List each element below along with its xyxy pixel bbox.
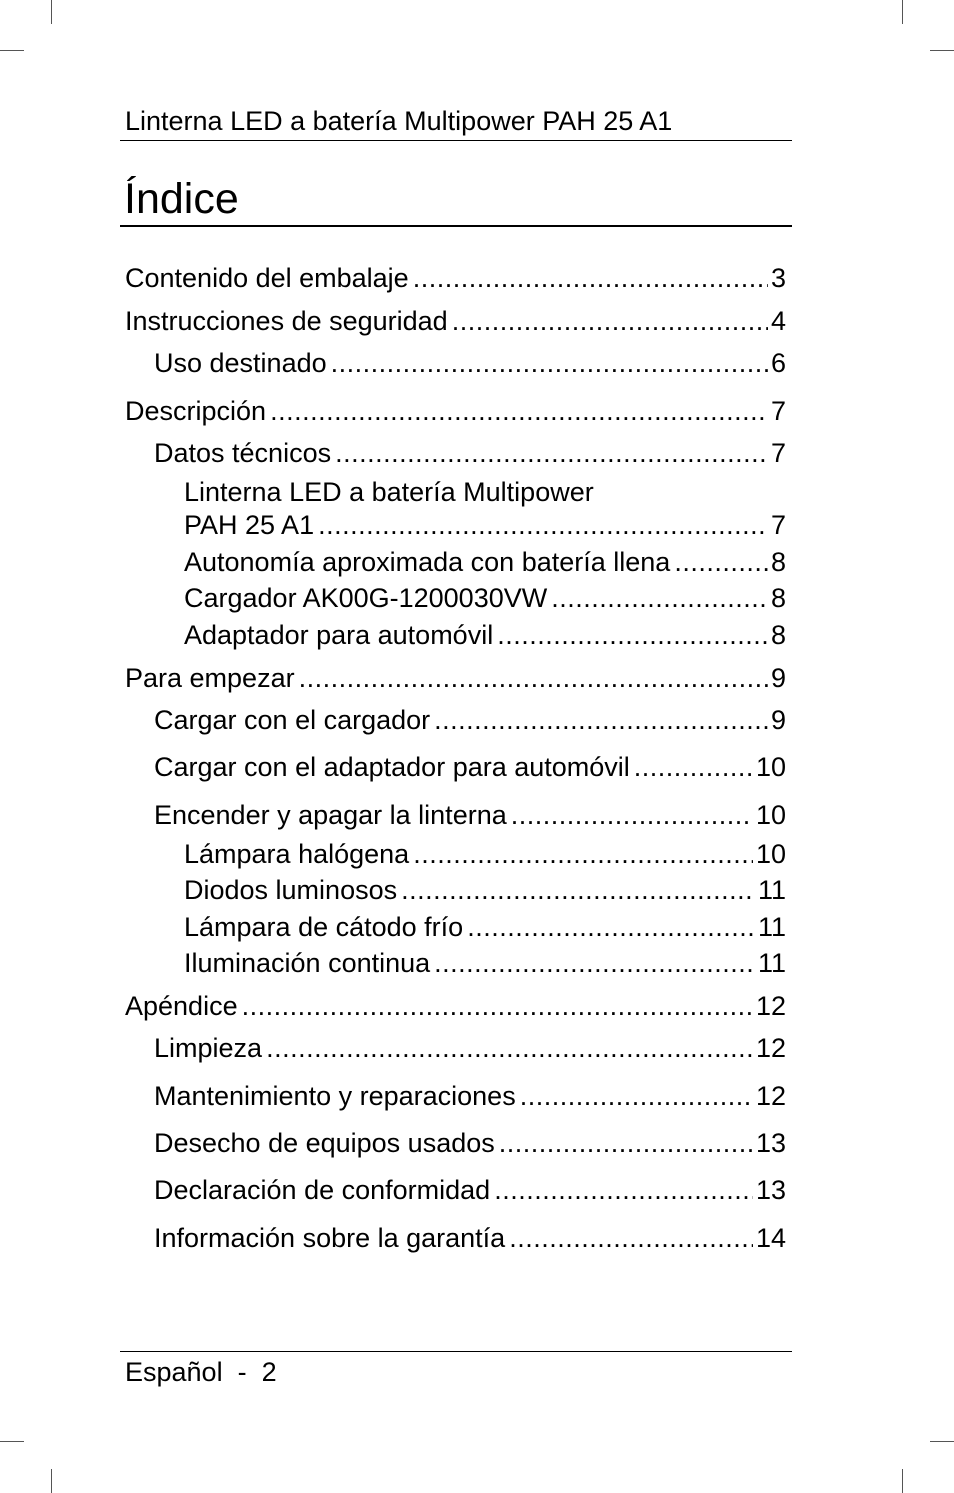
toc-page-number: 6	[770, 348, 786, 378]
crop-mark-left-top	[0, 50, 24, 51]
toc-label: Iluminación continua	[184, 948, 431, 978]
toc-label: Desecho de equipos usados	[154, 1128, 495, 1158]
toc-page-number: 11	[757, 875, 786, 905]
toc-entry[interactable]	[154, 1221, 786, 1255]
dot-leader	[434, 703, 768, 737]
crop-mark-bottom-right	[902, 1469, 903, 1493]
dot-leader	[299, 661, 768, 695]
toc-entry[interactable]	[154, 1126, 786, 1160]
dot-leader	[266, 1031, 753, 1065]
dot-leader	[413, 837, 753, 871]
dot-leader	[520, 1079, 753, 1113]
toc-label: Cargar con el cargador	[154, 705, 431, 735]
toc-label: Lámpara halógena	[184, 839, 410, 869]
toc-label: Diodos luminosos	[184, 875, 398, 905]
title-rule	[120, 225, 792, 227]
toc-label: Descripción	[125, 396, 267, 426]
toc-page-number: 13	[755, 1128, 786, 1158]
page-title: Índice	[124, 175, 239, 223]
dot-leader	[331, 346, 768, 380]
toc-label: Autonomía aproximada con batería llena	[184, 547, 671, 577]
toc-page-number: 11	[757, 948, 786, 978]
dot-leader	[335, 436, 768, 470]
running-header: Linterna LED a batería Multipower PAH 25 A1	[125, 106, 673, 136]
dot-leader	[509, 1221, 753, 1255]
crop-mark-top-right	[902, 0, 903, 24]
toc-entry[interactable]	[154, 703, 786, 737]
dot-leader	[434, 946, 755, 980]
toc-label: Adaptador para automóvil	[184, 620, 494, 650]
toc-entry[interactable]	[125, 989, 786, 1023]
toc-entry[interactable]	[154, 1173, 786, 1207]
toc-label: Encender y apagar la linterna	[154, 800, 507, 830]
toc-page-number: 10	[755, 800, 786, 830]
dot-leader	[551, 581, 768, 615]
toc-entry[interactable]	[184, 946, 786, 980]
crop-mark-right-top	[930, 50, 954, 51]
toc-page-number: 4	[770, 306, 786, 336]
toc-entry[interactable]	[154, 798, 786, 832]
toc-page-number: 11	[757, 912, 786, 942]
toc-entry[interactable]	[154, 1079, 786, 1113]
toc-label: Declaración de conformidad	[154, 1175, 491, 1205]
toc-page-number: 10	[755, 839, 786, 869]
footer-rule	[120, 1351, 792, 1352]
toc-entry[interactable]	[184, 508, 786, 542]
dot-leader	[497, 618, 768, 652]
toc-entry[interactable]	[184, 618, 786, 652]
dot-leader	[242, 989, 753, 1023]
toc-label: Cargador AK00G-1200030VW	[184, 583, 548, 613]
toc-entry[interactable]	[154, 1031, 786, 1065]
dot-leader	[494, 1173, 753, 1207]
toc-label: Datos técnicos	[154, 438, 332, 468]
toc-label: Cargar con el adaptador para automóvil	[154, 752, 630, 782]
toc-entry[interactable]	[154, 346, 786, 380]
toc-entry[interactable]	[125, 304, 786, 338]
toc-page-number: 14	[755, 1223, 786, 1253]
crop-mark-top-left	[51, 0, 52, 24]
header-rule	[120, 140, 792, 141]
toc-label: Uso destinado	[154, 348, 327, 378]
toc-label: PAH 25 A1	[184, 510, 315, 540]
dot-leader	[467, 910, 755, 944]
dot-leader	[318, 508, 768, 542]
toc-entry[interactable]	[184, 910, 786, 944]
toc-label: Mantenimiento y reparaciones	[154, 1081, 516, 1111]
toc-entry[interactable]	[154, 750, 786, 784]
page-footer: Español - 2	[125, 1357, 277, 1387]
dot-leader	[452, 304, 768, 338]
toc-entry[interactable]	[125, 261, 786, 295]
toc-entry[interactable]	[154, 436, 786, 470]
dot-leader	[401, 873, 755, 907]
toc-label: Limpieza	[154, 1033, 263, 1063]
toc-page-number: 9	[770, 663, 786, 693]
toc-page-number: 7	[770, 510, 786, 540]
toc-label: Información sobre la garantía	[154, 1223, 506, 1253]
dot-leader	[511, 798, 753, 832]
toc-label: Para empezar	[125, 663, 295, 693]
toc-page-number: 8	[770, 583, 786, 613]
dot-leader	[674, 545, 768, 579]
toc-page-number: 12	[755, 991, 786, 1021]
toc-label: Lámpara de cátodo frío	[184, 912, 464, 942]
toc-entry[interactable]	[184, 581, 786, 615]
toc-label: Apéndice	[125, 991, 238, 1021]
toc-page-number: 12	[755, 1081, 786, 1111]
toc-page-number: 12	[755, 1033, 786, 1063]
toc-entry[interactable]	[184, 545, 786, 579]
dot-leader	[413, 261, 768, 295]
toc-page-number: 9	[770, 705, 786, 735]
crop-mark-right-bottom	[930, 1441, 954, 1442]
toc-page-number: 13	[755, 1175, 786, 1205]
toc-page-number: 7	[770, 396, 786, 426]
toc-page-number: 8	[770, 547, 786, 577]
dot-leader	[270, 394, 768, 428]
toc-label: Instrucciones de seguridad	[125, 306, 448, 336]
toc-page-number: 10	[755, 752, 786, 782]
toc-entry[interactable]	[125, 661, 786, 695]
toc-page-number: 3	[770, 263, 786, 293]
toc-entry[interactable]	[125, 394, 786, 428]
toc-page-number: 7	[770, 438, 786, 468]
toc-page-number: 8	[770, 620, 786, 650]
crop-mark-left-bottom	[0, 1441, 24, 1442]
toc-label-line1: Linterna LED a batería Multipower	[184, 477, 594, 507]
crop-mark-bottom-left	[51, 1469, 52, 1493]
dot-leader	[634, 750, 753, 784]
toc-entry[interactable]	[184, 837, 786, 871]
toc-label: Contenido del embalaje	[125, 263, 409, 293]
toc-entry[interactable]	[184, 873, 786, 907]
dot-leader	[499, 1126, 753, 1160]
